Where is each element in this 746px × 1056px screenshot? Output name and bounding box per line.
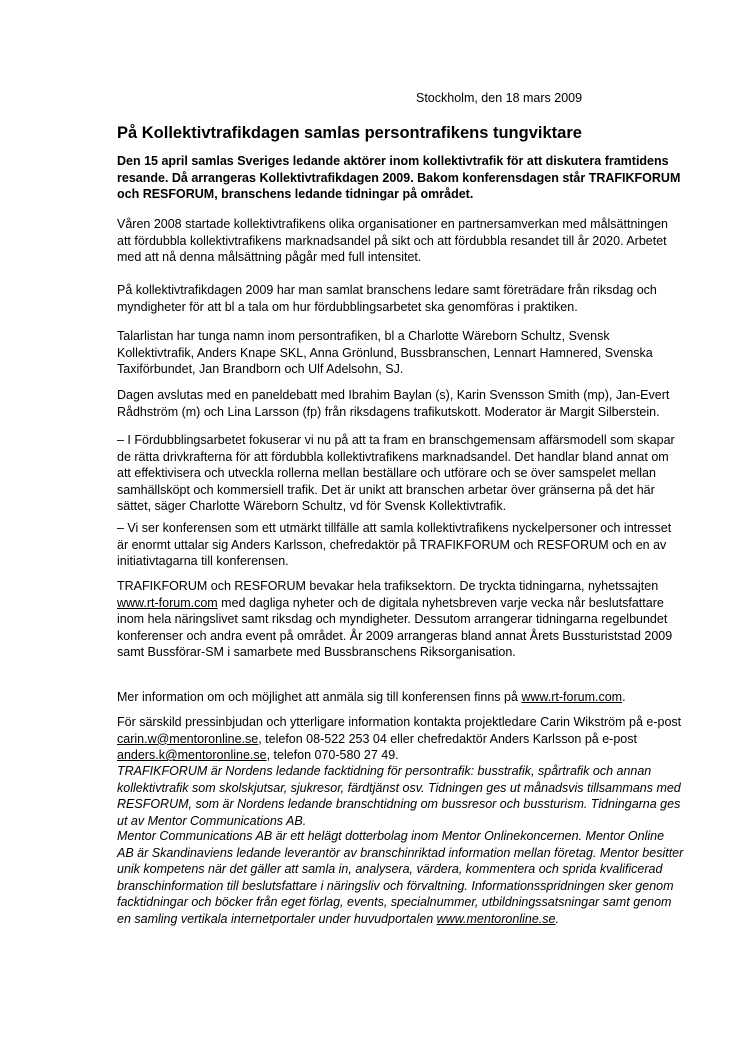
text-line: [117, 233, 668, 250]
paragraph: [117, 714, 681, 764]
text-line: [117, 361, 653, 378]
text-line: [117, 449, 675, 466]
text-segment: med att nå denna målsättning pågår med full intensitet.: [117, 250, 422, 265]
text-segment: ut av Mentor Communications AB.: [117, 813, 307, 828]
text-segment: branschinformation till beslutsfattare i näringsliv och förvaltning. Informationsspridningen sker genom: [117, 878, 674, 893]
text-segment: För särskild pressinbjudan och ytterligare information kontakta projektledare Carin Wikström på e-post: [117, 715, 682, 729]
text-segment: initiativtagarna till konferensen.: [117, 554, 289, 569]
link[interactable]: www.rt-forum.com: [117, 595, 218, 610]
text-segment: TRAFIKFORUM och RESFORUM bevakar hela trafiksektorn. De tryckta tidningarna, nyhetssajten: [117, 579, 659, 593]
text-segment: TRAFIKFORUM är Nordens ledande facktidning för persontrafik: busstrafik, spårtrafik och annan: [117, 764, 652, 778]
text-segment: sättet, säger Charlotte Wäreborn Schultz, vd för Svensk Kollektivtrafik.: [117, 499, 507, 514]
text-line: [117, 186, 680, 203]
paragraph: [117, 763, 681, 829]
text-line: [117, 170, 680, 187]
page-title: På Kollektivtrafikdagen samlas persontrafikens tungviktare: [117, 124, 582, 142]
text-line: [117, 387, 669, 404]
paragraph: [117, 387, 669, 420]
text-line: [117, 282, 657, 299]
text-segment: , telefon 08-522 253 04 eller chefredaktör Anders Karlsson på e-post: [258, 731, 637, 746]
text-segment: facktidningar och böcker från eget förlag, events, specialnummer, utbildningssatsningar samt genom: [117, 895, 672, 910]
text-segment: Våren 2008 startade kollektivtrafikens olika organisationer en partnersamverkan med målsättningen: [117, 217, 668, 231]
text-segment: de rätta drivkrafterna för att fördubbla kollektivtrafikens marknadsandel. Det handlar bland annat om: [117, 449, 669, 464]
paragraph: [117, 216, 668, 266]
link[interactable]: carin.w@mentoronline.se: [117, 731, 259, 746]
text-segment: konferenser och andra event på området. År 2009 arrangeras bland annat Årets Bussturiststad 2009: [117, 628, 673, 643]
text-segment: Rådhström (m) och Lina Larsson (fp) från riksdagens trafikutskott. Moderator är Margit Silberstein.: [117, 404, 660, 419]
text-segment: , telefon 070-580 27 49.: [266, 748, 399, 763]
text-segment: myndigheter för att bl a tala om hur fördubblingsarbetet ska genomföras i praktiken.: [117, 299, 578, 314]
text-line: [117, 861, 683, 878]
paragraph: [117, 828, 683, 928]
text-segment: Kollektivtrafik, Anders Knape SKL, Anna Grönlund, Bussbranschen, Lennart Hamnered, Svenska: [117, 345, 653, 360]
text-segment: unik kompetens när det gäller att samla in, analysera, värdera, kommentera och sprida kvalificerad: [117, 862, 663, 877]
text-line: [117, 482, 675, 499]
text-line: [117, 714, 681, 731]
text-segment: är enormt uttalar sig Anders Karlsson, chefredaktör på TRAFIKFORUM och RESFORUM och en av: [117, 537, 667, 552]
text-line: [117, 578, 672, 595]
link[interactable]: anders.k@mentoronline.se: [117, 748, 267, 763]
text-line: [117, 328, 653, 345]
text-segment: – Vi ser konferensen som ett utmärkt tillfälle att samla kollektivtrafikens nyckelpersoner och intresset: [117, 521, 672, 535]
text-segment: samhällsköpt och kommersiell trafik. Det är unikt att branschen arbetar över gränserna på det här: [117, 482, 655, 497]
text-segment: Talarlistan har tunga namn inom persontrafiken, bl a Charlotte Wäreborn Schultz, Svensk: [117, 329, 610, 343]
text-segment: RESFORUM, som är Nordens ledande branschtidning om bussresor och bussturism. Tidningarna ges: [117, 797, 681, 812]
link[interactable]: www.rt-forum.com: [521, 690, 623, 704]
text-segment: Mer information om och möjlighet att anmäla sig till konferensen finns på: [117, 690, 522, 704]
text-line: [117, 747, 681, 764]
text-segment: med dagliga nyheter och de digitala nyhetsbreven varje vecka når beslutsfattare: [217, 595, 664, 610]
text-line: [117, 537, 671, 554]
text-line: [117, 553, 671, 570]
text-segment: inom hela näringslivet samt riksdag och myndigheter. Dessutom arrangerar tidningarna regelbundet: [117, 612, 668, 627]
text-segment: – I Fördubblingsarbetet fokuserar vi nu på att ta fram en branschgemensam affärsmodell som skapar: [117, 433, 675, 447]
text-line: [117, 628, 672, 645]
text-segment: AB är Skandinaviens ledande leverantör av branschinriktad information mellan företag. Mentor besitter: [117, 845, 684, 860]
paragraph: [117, 328, 653, 378]
text-segment: att effektivisera och utveckla rollerna mellan beställare och utförare och se över samspelet mellan: [117, 466, 656, 481]
paragraph: [117, 432, 675, 515]
text-line: [117, 731, 681, 748]
text-line: [117, 432, 675, 449]
paragraph: [117, 578, 672, 661]
text-line: [117, 595, 672, 612]
text-line: [117, 644, 672, 661]
text-line: [117, 689, 626, 706]
text-line: [117, 763, 681, 780]
text-line: [117, 845, 683, 862]
text-line: [117, 520, 671, 537]
text-line: [117, 796, 681, 813]
text-line: [117, 611, 672, 628]
text-line: [117, 404, 669, 421]
text-segment: Dagen avslutas med en paneldebatt med Ibrahim Baylan (s), Karin Svensson Smith (mp), Jan-Evert: [117, 388, 670, 402]
text-line: [117, 216, 668, 233]
text-line: [117, 153, 680, 170]
text-segment: samt Bussförar-SM i samarbete med Bussbranschens Riksorganisation.: [117, 645, 516, 660]
link[interactable]: www.mentoronline.se: [436, 911, 556, 926]
dateline: Stockholm, den 18 mars 2009: [416, 91, 583, 105]
text-line: [117, 911, 683, 928]
text-line: [117, 465, 675, 482]
text-line: [117, 780, 681, 797]
text-line: [117, 813, 681, 830]
text-segment: resande. Då arrangeras Kollektivtrafikdagen 2009. Bakom konferensdagen står TRAFIKFORUM: [117, 170, 681, 185]
text-line: [117, 498, 675, 515]
text-line: [117, 299, 657, 316]
text-segment: Taxiförbundet, Jan Brandborn och Ulf Adelsohn, SJ.: [117, 362, 404, 377]
text-line: [117, 249, 668, 266]
text-segment: På kollektivtrafikdagen 2009 har man samlat branschens ledare samt företrädare från riksdag och: [117, 283, 657, 297]
paragraph: [117, 153, 680, 203]
text-segment: att fördubbla kollektivtrafikens marknadsandel på sikt och att fördubbla resandet till år 2020. Arbetet: [117, 233, 667, 248]
text-segment: .: [555, 911, 559, 926]
text-segment: Den 15 april samlas Sveriges ledande aktörer inom kollektivtrafik för att diskutera framtidens: [117, 154, 669, 168]
paragraph: [117, 282, 657, 315]
text-line: [117, 828, 683, 845]
text-segment: .: [622, 690, 626, 704]
text-line: [117, 345, 653, 362]
text-line: [117, 894, 683, 911]
text-segment: Mentor Communications AB är ett helägt dotterbolag inom Mentor Onlinekoncernen. Mentor Online: [117, 829, 665, 843]
paragraph: [117, 520, 671, 570]
text-segment: en samling vertikala internetportaler under huvudportalen: [117, 911, 437, 926]
text-segment: och RESFORUM, branschens ledande tidningar på området.: [117, 187, 474, 202]
text-segment: kollektivtrafik som skolskjutsar, sjukresor, färdtjänst osv. Tidningen ges ut månadsvis tillsammans med: [117, 780, 681, 795]
text-line: [117, 878, 683, 895]
paragraph: [117, 689, 626, 706]
